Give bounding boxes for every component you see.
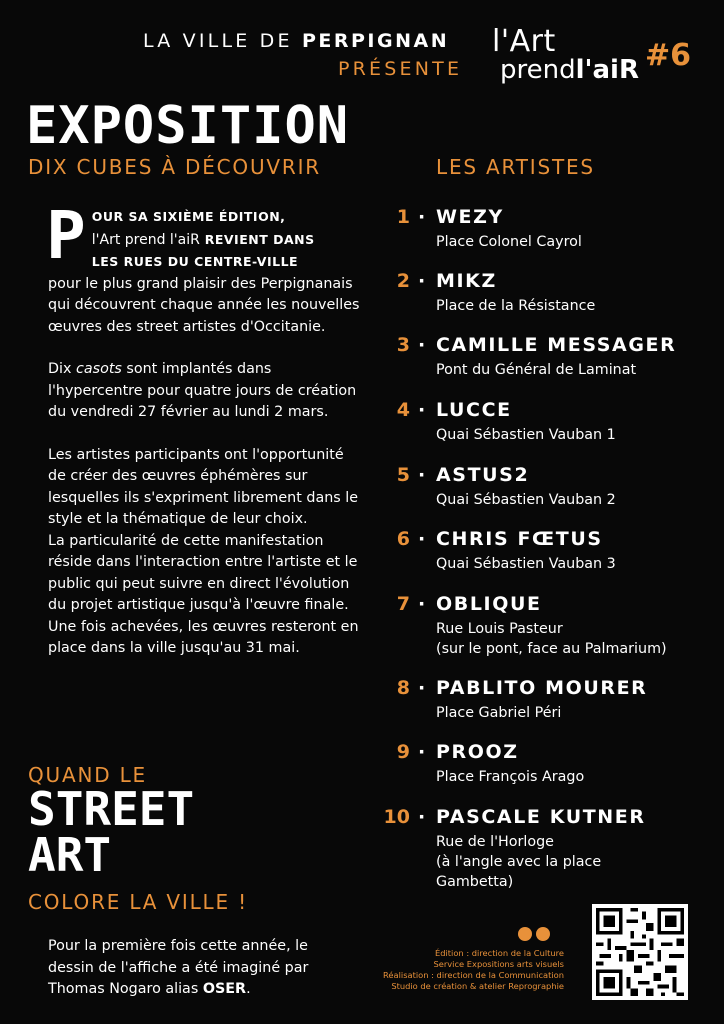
bullet-dot: · [418,399,426,421]
drop-cap: P [46,197,86,274]
artist-number: 4 [396,399,410,421]
place-line: (à l'angle avec la place [436,854,602,870]
logo-edition-number: #6 [645,38,692,73]
artist-name: WEZY [436,206,504,228]
lead-line-1: OUR SA SIXIÈME ÉDITION, [91,209,286,224]
place-line: Place François Arago [436,769,585,785]
lead-brand: l'Art prend l'aiR [91,231,200,248]
artist-name: PASCALE KUTNER [436,806,646,828]
bullet-dot: · [418,741,426,763]
poster-credit-end: . [246,981,251,997]
bullet-dot: · [418,593,426,615]
place-line: Rue Louis Pasteur [436,621,563,637]
place-line: Quai Sébastien Vauban 3 [436,556,616,572]
street-heading-1: QUAND LE [28,763,147,787]
place-line: (sur le pont, face au Palmarium) [436,641,667,657]
logo-line-2b: l'aiR [575,55,639,85]
presenter-line [143,30,449,52]
artist-place [436,360,636,380]
page-title: EXPOSITION [26,96,350,156]
credit-line: Réalisation : direction de la Communication [383,970,564,980]
logo-line-2a: prend [500,55,576,85]
presents-label: PRÉSENTE [338,58,463,80]
artist-number: 6 [396,528,410,550]
place-line: Place de la Résistance [436,298,596,314]
place-line: Pont du Général de Laminat [436,362,637,378]
bullet-dot: · [418,270,426,292]
street-heading-4: COLORE LA VILLE ! [28,890,248,914]
event-logo [490,24,692,90]
subtitle-cubes: DIX CUBES À DÉCOUVRIR [28,155,321,179]
credit-line: Service Expositions arts visuels [433,959,564,969]
artist-name: PROOZ [436,741,519,763]
production-credits [372,948,564,992]
place-line: Place Colonel Cayrol [436,234,582,250]
credit-line: Studio de création & atelier Reprographie [391,981,564,991]
artist-number: 7 [396,593,410,615]
intro-paragraph-4: La particularité de cette manifestation réside dans l'interaction entre l'artiste et le public qui peut suivre en direct l'évolution du projet artistique jusqu'à l'œuvre finale. Une fois achevées, les œuvres resteront en place dans la ville jusqu'au 31 mai. [48,532,359,656]
street-heading-2: STREET [28,782,195,836]
subtitle-artists: LES ARTISTES [436,155,595,179]
intro-paragraph-3: Les artistes participants ont l'opportunité de créer des œuvres éphémères sur lesquelles ils s'expriment librement dans le style et la thématique de leur choix. [48,446,359,527]
qr-code-icon[interactable] [592,904,688,1000]
artist-name: PABLITO MOURER [436,677,648,699]
logo-line-1: l'Art [492,24,556,59]
poster-credit-text: Pour la première fois cette année, le dessin de l'affiche a été imaginé par Thomas Nogaro alias [48,938,309,997]
partner-logo-icon [518,927,532,941]
intro-paragraph-2b: sont implantés dans l'hypercentre pour quatre jours de création du vendredi 27 février au lundi 2 mars. [48,361,357,420]
artist-place [436,296,595,316]
bullet-dot: · [418,334,426,356]
artist-number: 5 [396,464,410,486]
artist-place [436,767,584,787]
artist-place [436,832,601,892]
place-line: Rue de l'Horloge [436,834,554,850]
credit-line: Édition : direction de la Culture [434,948,564,958]
artist-number: 10 [383,806,410,828]
artist-name: CHRIS FŒTUS [436,528,603,550]
artist-number: 9 [396,741,410,763]
place-line: Gambetta) [436,874,514,890]
artist-place [436,425,616,445]
bullet-dot: · [418,464,426,486]
artist-name: MIKZ [436,270,497,292]
bullet-dot: · [418,677,426,699]
intro-paragraph-1: pour le plus grand plaisir des Perpignanais qui découvrent chaque année les nouvelles œuvres des street artistes d'Occitanie. [48,275,360,335]
street-heading-3: ART [28,828,112,882]
artist-number: 3 [396,334,410,356]
presenter-city: PERPIGNAN [301,30,450,52]
bullet-dot: · [418,528,426,550]
poster-credit [48,936,338,1001]
artist-name: CAMILLE MESSAGER [436,334,677,356]
artist-place [436,619,667,659]
partner-logos [518,926,578,946]
artist-place [436,703,561,723]
presenter-prefix: LA VILLE DE [143,30,293,52]
artist-place [436,554,616,574]
artist-place [436,490,616,510]
artist-place [436,232,582,252]
artist-number: 2 [396,270,410,292]
artist-name: ASTUS2 [436,464,530,486]
bullet-dot: · [418,806,426,828]
partner-logo-icon [536,927,550,941]
place-line: Quai Sébastien Vauban 1 [436,427,616,443]
intro-paragraph-2-em: casots [76,361,122,377]
place-line: Place Gabriel Péri [436,705,562,721]
place-line: Quai Sébastien Vauban 2 [436,492,616,508]
logo-line-2 [500,55,639,85]
intro-paragraph-2a: Dix [48,361,76,377]
artist-name: OBLIQUE [436,593,542,615]
artist-number: 1 [396,206,410,228]
bullet-dot: · [418,206,426,228]
lead-line-3: LES RUES DU CENTRE-VILLE [91,254,299,269]
intro-text [46,197,363,660]
artist-name: LUCCE [436,399,512,421]
lead-line-2: REVIENT DANS [199,231,315,247]
poster-artist-name: OSER [202,981,247,997]
artist-number: 8 [396,677,410,699]
